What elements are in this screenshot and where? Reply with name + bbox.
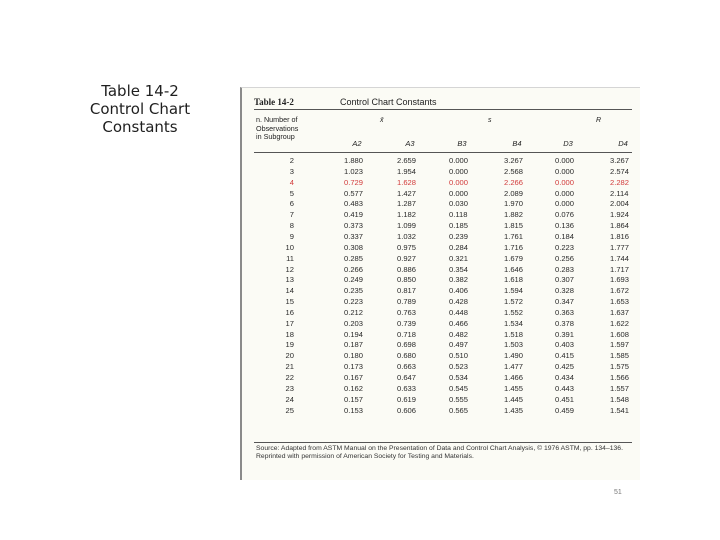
table-cell: 0.428 [449, 297, 469, 307]
table-cell: 0.443 [555, 383, 575, 393]
stub-header-line: in Subgroup [256, 132, 295, 142]
row-subgroup-size: 10 [285, 242, 294, 252]
table-cell: 0.354 [449, 264, 469, 274]
row-subgroup-size: 21 [285, 362, 294, 372]
table-cell: 3.267 [504, 156, 524, 165]
row-subgroup-size: 8 [289, 221, 294, 231]
table-cell: 2.266 [504, 177, 524, 187]
table-cell: 0.975 [397, 242, 417, 252]
table-cell: 1.552 [504, 307, 524, 317]
table-cell: 0.647 [397, 373, 417, 382]
table-row [242, 275, 640, 286]
table-cell: 0.378 [555, 318, 575, 328]
table-cell: 0.203 [344, 318, 364, 328]
table-cell: 2.568 [504, 166, 524, 176]
table-cell: 1.608 [610, 329, 630, 339]
table-cell: 0.030 [449, 199, 469, 209]
table-cell: 0.184 [555, 231, 575, 241]
table-cell: 0.194 [344, 329, 364, 339]
table-cell: 0.347 [555, 297, 575, 307]
table-cell: 0.000 [555, 199, 575, 209]
table-cell: 0.373 [344, 221, 364, 231]
table-cell: 0.000 [555, 177, 575, 187]
table-cell: 1.490 [504, 351, 524, 361]
table-cell: 1.880 [344, 156, 364, 165]
table-cell: 0.284 [449, 242, 469, 252]
table-cell: 0.510 [449, 351, 469, 361]
table-cell: 1.653 [610, 297, 630, 307]
table-cell: 0.223 [344, 297, 364, 307]
row-subgroup-size: 11 [286, 253, 294, 263]
table-row [242, 406, 640, 417]
table-cell: 1.679 [504, 253, 524, 263]
table-row [242, 384, 640, 395]
table-cell: 0.466 [449, 318, 469, 328]
table-source-note: Source: Adapted from ASTM Manual on the Presentation of Data and Control Chart Analysis, © 1976 ASTM, pp. 134–136. Reprinted with permission of American Society for Testing and Materials. [256, 445, 623, 461]
column-header: D3 [563, 139, 573, 148]
table-cell: 0.459 [555, 405, 575, 415]
table-cell: 0.406 [449, 286, 469, 296]
table-cell: 0.000 [555, 188, 575, 198]
slide-title-line: Control Chart [89, 100, 191, 118]
table-cell: 0.391 [555, 329, 575, 339]
table-cell: 1.882 [504, 210, 524, 220]
table-cell: 0.763 [397, 307, 417, 317]
table-cell: 0.403 [555, 340, 575, 350]
row-subgroup-size: 22 [285, 373, 294, 382]
table-row [242, 199, 640, 210]
table-row [242, 297, 640, 308]
table-row [242, 351, 640, 362]
column-header: A3 [405, 139, 415, 148]
table-cell: 0.850 [397, 275, 417, 285]
table-row [242, 330, 640, 341]
table-cell: 0.283 [555, 264, 575, 274]
table-cell: 0.523 [449, 362, 469, 372]
row-subgroup-size: 20 [285, 351, 294, 361]
table-cell: 0.328 [555, 286, 575, 296]
row-subgroup-size: 15 [285, 297, 294, 307]
table-cell: 0.185 [449, 221, 469, 231]
table-row [242, 167, 640, 178]
column-header: B3 [457, 139, 467, 148]
control-chart-constants-table [240, 87, 640, 480]
table-cell: 0.153 [344, 405, 364, 415]
table-cell: 0.249 [344, 275, 364, 285]
table-cell: 1.548 [610, 394, 630, 404]
row-subgroup-size: 7 [289, 210, 294, 220]
table-cell: 2.089 [504, 188, 524, 198]
table-cell: 0.000 [555, 166, 575, 176]
table-cell: 0.000 [449, 166, 469, 176]
table-cell: 1.503 [504, 340, 524, 350]
table-cell: 0.927 [397, 253, 417, 263]
table-cell: 1.557 [610, 383, 630, 393]
row-subgroup-size: 13 [285, 275, 294, 285]
table-row [242, 221, 640, 232]
table-cell: 1.445 [504, 394, 524, 404]
table-cell: 0.337 [344, 231, 364, 241]
table-cell: 1.287 [397, 199, 417, 209]
table-cell: 1.541 [610, 405, 630, 415]
table-cell: 0.606 [397, 405, 417, 415]
table-cell: 1.761 [504, 231, 524, 241]
column-header: B4 [512, 139, 522, 148]
row-subgroup-size: 9 [289, 231, 294, 241]
table-cell: 0.483 [344, 199, 364, 209]
table-cell: 1.032 [397, 231, 417, 241]
row-subgroup-size: 23 [285, 383, 294, 393]
table-cell: 1.717 [610, 264, 630, 274]
table-cell: 0.577 [344, 188, 364, 198]
table-cell: 0.419 [344, 210, 364, 220]
table-cell: 0.425 [555, 362, 575, 372]
table-cell: 0.212 [344, 307, 364, 317]
table-cell: 2.659 [397, 156, 417, 165]
table-cell: 0.167 [344, 373, 364, 382]
table-cell: 1.594 [504, 286, 524, 296]
table-cell: 3.267 [610, 156, 630, 165]
header-bottom-rule [254, 152, 632, 153]
table-cell: 1.182 [397, 210, 417, 220]
table-cell: 0.000 [449, 156, 469, 165]
stub-header [256, 116, 334, 142]
table-cell: 0.308 [344, 242, 364, 252]
table-cell: 1.427 [397, 188, 417, 198]
table-cell: 0.451 [555, 394, 575, 404]
table-cell: 0.448 [449, 307, 469, 317]
table-row [242, 340, 640, 351]
table-cell: 0.256 [555, 253, 575, 263]
table-heading [254, 97, 437, 107]
table-cell: 1.518 [504, 329, 524, 339]
table-cell: 1.455 [504, 383, 524, 393]
table-row [242, 373, 640, 384]
table-cell: 0.739 [397, 318, 417, 328]
group-header-s: s [488, 117, 492, 124]
table-cell: 0.382 [449, 275, 469, 285]
table-label: Table 14-2 [254, 97, 294, 107]
row-subgroup-size: 14 [285, 286, 294, 296]
table-cell: 0.285 [344, 253, 364, 263]
table-cell: 1.435 [504, 405, 524, 415]
table-cell: 0.789 [397, 297, 417, 307]
table-cell: 1.466 [504, 373, 524, 382]
table-cell: 1.566 [610, 373, 630, 382]
table-caption: Control Chart Constants [340, 97, 437, 107]
row-subgroup-size: 19 [285, 340, 294, 350]
table-cell: 0.000 [555, 156, 575, 165]
table-cell: 1.864 [610, 221, 630, 231]
table-cell: 0.180 [344, 351, 364, 361]
table-cell: 2.574 [610, 166, 630, 176]
table-cell: 0.482 [449, 329, 469, 339]
table-top-rule [254, 109, 632, 110]
table-cell: 1.099 [397, 221, 417, 231]
table-cell: 1.597 [610, 340, 630, 350]
table-row [242, 362, 640, 373]
table-cell: 2.004 [610, 199, 630, 209]
group-header-xbar: x̄ [380, 117, 384, 124]
table-row [242, 156, 640, 167]
slide-title-line: Constants [102, 118, 178, 136]
table-row [242, 178, 640, 189]
table-cell: 0.680 [397, 351, 417, 361]
table-cell: 0.534 [449, 373, 469, 382]
table-row [242, 210, 640, 221]
table-cell: 0.565 [449, 405, 469, 415]
table-cell: 1.628 [397, 177, 417, 187]
table-row [242, 243, 640, 254]
row-subgroup-size: 3 [289, 166, 294, 176]
table-cell: 1.693 [610, 275, 630, 285]
row-subgroup-size: 17 [285, 318, 294, 328]
table-cell: 0.363 [555, 307, 575, 317]
table-cell: 0.118 [449, 210, 468, 220]
table-row [242, 265, 640, 276]
group-header-r: R [596, 117, 602, 124]
table-cell: 0.235 [344, 286, 364, 296]
table-cell: 1.534 [504, 318, 524, 328]
table-cell: 1.572 [504, 297, 524, 307]
table-cell: 0.729 [344, 177, 364, 187]
stub-header-line: Observations [256, 123, 299, 133]
table-cell: 0.173 [344, 362, 364, 372]
table-row [242, 254, 640, 265]
table-cell: 1.777 [610, 242, 630, 252]
row-subgroup-size: 16 [285, 307, 294, 317]
row-subgroup-size: 5 [289, 188, 294, 198]
table-bottom-rule [254, 442, 632, 443]
table-cell: 0.000 [449, 188, 469, 198]
table-cell: 0.497 [449, 340, 469, 350]
table-cell: 0.663 [397, 362, 417, 372]
table-cell: 1.585 [610, 351, 630, 361]
row-subgroup-size: 4 [289, 177, 294, 187]
table-cell: 2.282 [610, 177, 630, 187]
table-cell: 0.434 [555, 373, 575, 382]
table-cell: 1.970 [504, 199, 524, 209]
table-cell: 1.672 [610, 286, 630, 296]
page-number: 51 [614, 489, 622, 496]
table-cell: 0.555 [449, 394, 469, 404]
table-cell: 0.698 [397, 340, 417, 350]
row-subgroup-size: 12 [285, 264, 294, 274]
table-cell: 1.637 [610, 307, 630, 317]
table-cell: 0.187 [344, 340, 364, 350]
table-cell: 0.619 [397, 394, 417, 404]
table-cell: 0.545 [449, 383, 469, 393]
table-row [242, 319, 640, 330]
table-row [242, 232, 640, 243]
table-row [242, 286, 640, 297]
table-cell: 1.575 [610, 362, 630, 372]
table-cell: 0.223 [555, 242, 575, 252]
row-subgroup-size: 25 [285, 405, 294, 415]
table-cell: 1.924 [610, 210, 630, 220]
slide-title-line: Table 14-2 [101, 82, 179, 100]
table-cell: 0.321 [449, 253, 469, 263]
table-row [242, 308, 640, 319]
table-cell: 1.622 [610, 318, 630, 328]
table-cell: 0.718 [397, 329, 417, 339]
table-cell: 2.114 [610, 188, 629, 198]
table-cell: 0.307 [555, 275, 575, 285]
table-cell: 0.817 [397, 286, 417, 296]
table-cell: 0.136 [555, 221, 575, 231]
table-cell: 0.076 [555, 210, 575, 220]
stub-header-line: n. Number of [256, 115, 298, 124]
table-cell: 0.000 [449, 177, 469, 187]
table-cell: 1.477 [504, 362, 524, 372]
row-subgroup-size: 18 [285, 329, 294, 339]
table-cell: 1.744 [610, 253, 630, 263]
slide-title [60, 82, 220, 136]
table-cell: 0.415 [555, 351, 575, 361]
table-cell: 0.157 [344, 394, 364, 404]
table-cell: 0.162 [344, 383, 364, 393]
table-cell: 0.886 [397, 264, 417, 274]
row-subgroup-size: 6 [289, 199, 294, 209]
column-header: D4 [618, 139, 628, 148]
table-row [242, 189, 640, 200]
table-cell: 1.646 [504, 264, 524, 274]
table-cell: 0.239 [449, 231, 469, 241]
table-cell: 1.816 [610, 231, 630, 241]
table-cell: 0.633 [397, 383, 417, 393]
row-subgroup-size: 24 [285, 394, 294, 404]
table-row [242, 395, 640, 406]
table-cell: 1.023 [344, 166, 364, 176]
table-cell: 1.716 [504, 242, 524, 252]
table-cell: 0.266 [344, 264, 364, 274]
table-cell: 1.618 [504, 275, 524, 285]
table-cell: 1.815 [504, 221, 524, 231]
table-cell: 1.954 [397, 166, 417, 176]
column-header: A2 [352, 139, 362, 148]
row-subgroup-size: 2 [289, 156, 294, 165]
